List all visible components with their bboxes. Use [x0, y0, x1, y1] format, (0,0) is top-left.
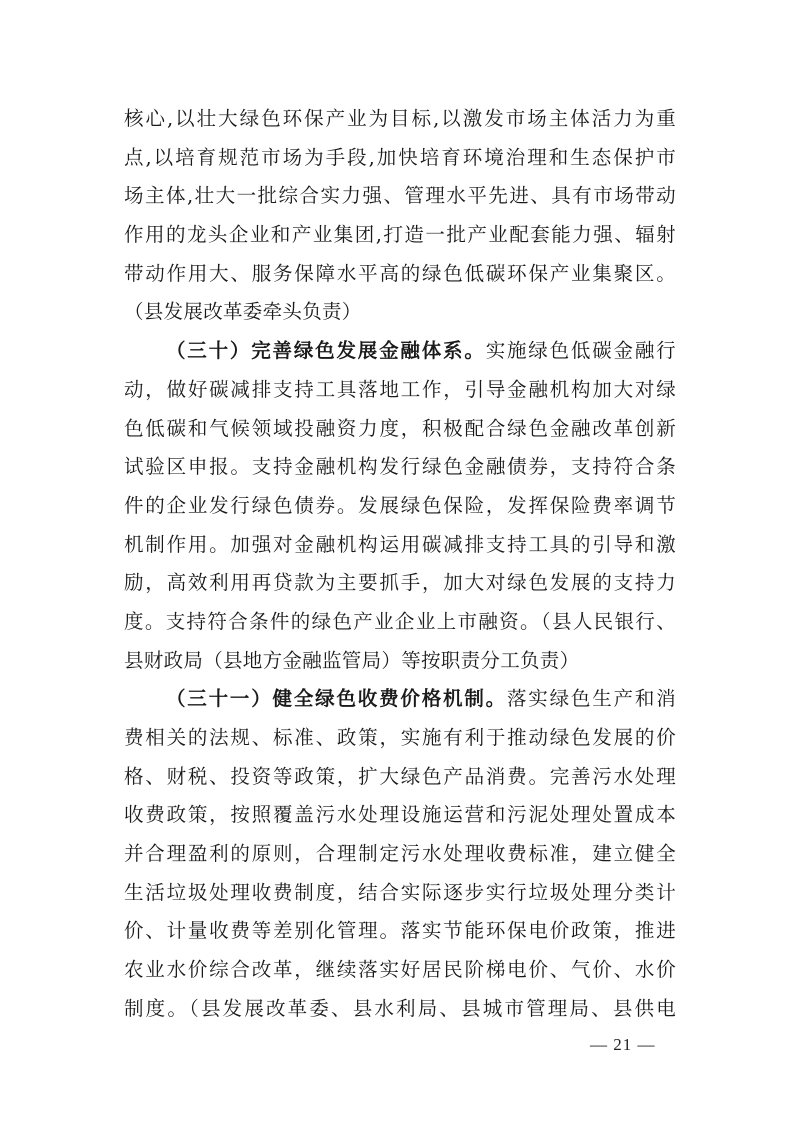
text-line: 并合理盈利的原则，合理制定污水处理收费标准，建立健全 [124, 842, 676, 866]
text-line: 带动作用大、服务保障水平高的绿色低碳环保产业集聚区。 [124, 261, 676, 285]
text-line: 试验区申报。支持金融机构发行绿色金融债券，支持符合条 [124, 455, 676, 479]
text-line: 场主体,壮大一批综合实力强、管理水平先进、具有市场带动 [124, 184, 676, 208]
text-line: 核心,以壮大绿色环保产业为目标,以激发市场主体活力为重 [124, 107, 676, 130]
text-line: 收费政策，按照覆盖污水处理设施运营和污泥处理处置成本 [124, 803, 676, 827]
text-line: 动，做好碳减排支持工具落地工作，引导金融机构加大对绿 [124, 377, 676, 401]
text-line: 作用的龙头企业和产业集团,打造一批产业配套能力强、辐射 [124, 223, 676, 247]
text-line: 机制作用。加强对金融机构运用碳减排支持工具的引导和激 [124, 532, 676, 556]
text-line: 点,以培育规范市场为手段,加快培育环境治理和生态保护市 [124, 145, 676, 169]
text-line: 农业水价综合改革，继续落实好居民阶梯电价、气价、水价 [124, 958, 676, 982]
section-heading-31: （三十一）健全绿色收费价格机制。 [166, 687, 507, 711]
text-line: 度。支持符合条件的绿色产业企业上市融资。（县人民银行、 [124, 609, 676, 633]
text-line: 件的企业发行绿色债券。发展绿色保险，发挥保险费率调节 [124, 493, 676, 517]
text-line: 费相关的法规、标准、政策，实施有利于推动绿色发展的价 [124, 726, 676, 749]
text-line: 励，高效利用再贷款为主要抓手，加大对绿色发展的支持力 [124, 571, 676, 595]
text-line: 县财政局（县地方金融监管局）等按职责分工负责） [124, 648, 580, 672]
text-line: 格、财税、投资等政策，扩大绿色产品消费。完善污水处理 [124, 764, 676, 788]
section-heading-line: （三十一）健全绿色收费价格机制。落实绿色生产和消 [166, 687, 676, 711]
text-line: 色低碳和气候领域投融资力度，积极配合绿色金融改革创新 [124, 416, 676, 440]
section-heading-30: （三十）完善绿色发展金融体系。 [166, 339, 486, 363]
text-line: 价、计量收费等差别化管理。落实节能环保电价政策，推进 [124, 919, 676, 943]
body-text [124, 100, 676, 1029]
text-line: 生活垃圾处理收费制度，结合实际逐步实行垃圾处理分类计 [124, 880, 676, 904]
text-line: 制度。（县发展改革委、县水利局、县城市管理局、县供电 [124, 996, 676, 1020]
text-line: （县发展改革委牵头负责） [124, 300, 362, 324]
page-number: — 21 — [590, 1035, 656, 1054]
section-heading-line: （三十）完善绿色发展金融体系。实施绿色低碳金融行 [166, 339, 676, 363]
